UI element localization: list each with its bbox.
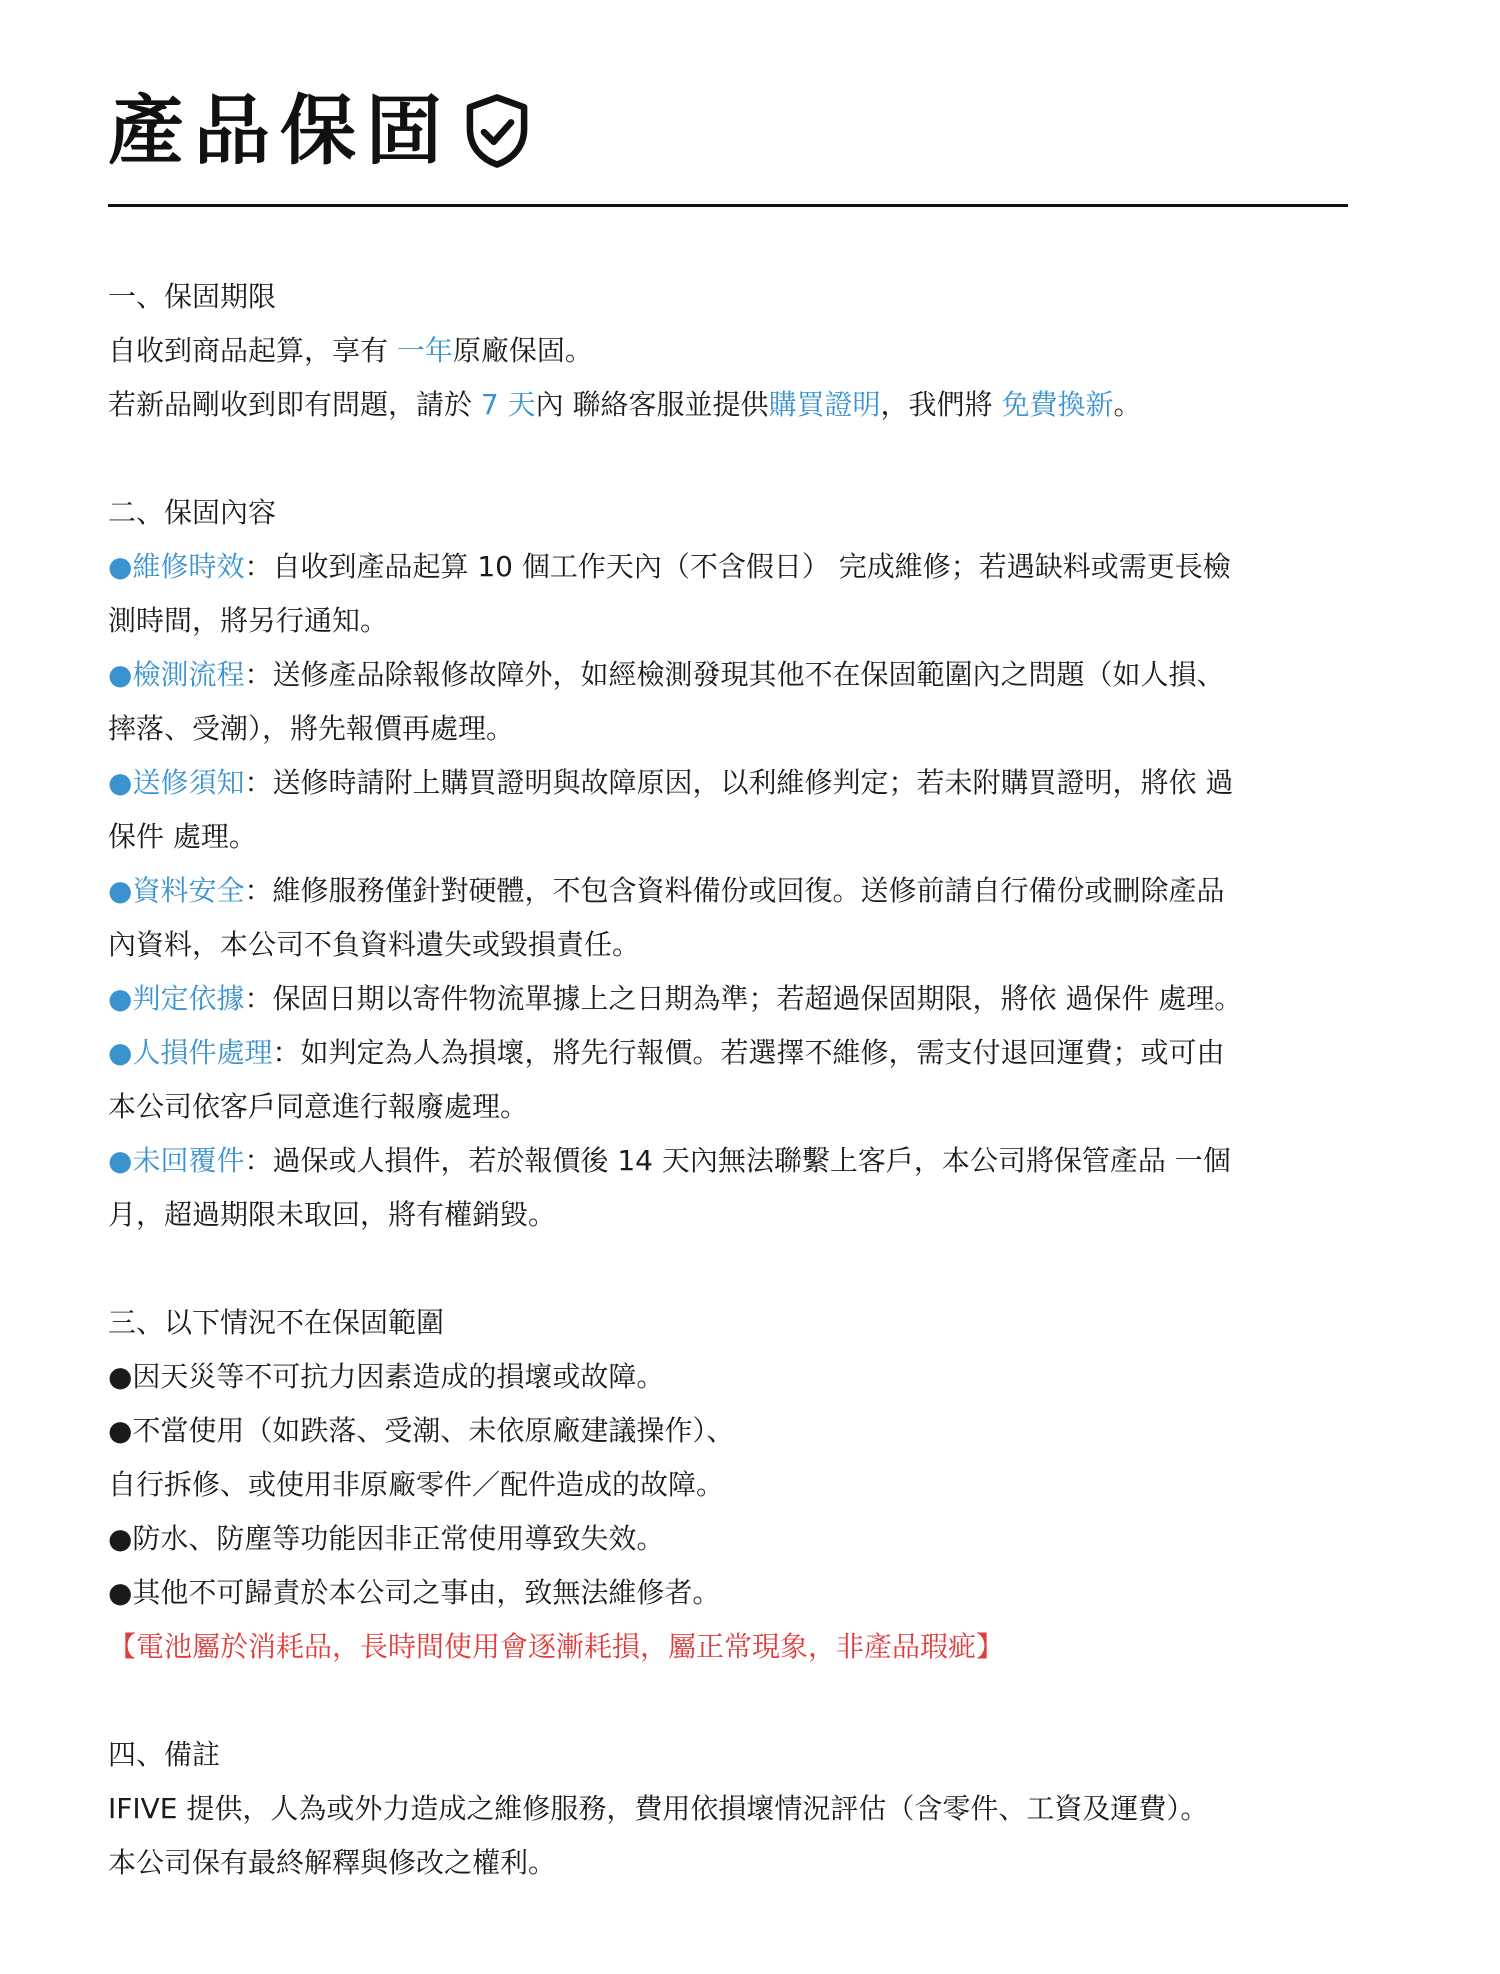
warranty-content: [108, 270, 1388, 1890]
list-item: ●資料安全：維修服務僅針對硬體，不包含資料備份或回復。送修前請自行備份或刪除產品: [108, 874, 1225, 907]
list-item-continuation: 內資料，本公司不負資料遺失或毀損責任。: [108, 928, 641, 961]
page-header: [108, 86, 532, 175]
list-item-continuation: 月，超過期限未取回，將有權銷毀。: [108, 1198, 557, 1231]
section-1-line-2: 若新品剛收到即有問題，請於 7 天內 聯絡客服並提供購買證明，我們將 免費換新。: [108, 388, 1142, 421]
section-3-heading: 三、以下情況不在保固範圍: [108, 1306, 445, 1339]
list-item: ●不當使用（如跌落、受潮、未依原廠建議操作）、: [108, 1414, 735, 1447]
remarks-line-1: IFIVE 提供，人為或外力造成之維修服務，費用依損壞情況評估（含零件、工資及運費）。: [108, 1792, 1209, 1825]
battery-warning: 【電池屬於消耗品，長時間使用會逐漸耗損，屬正常現象，非產品瑕疵】: [108, 1630, 1005, 1663]
list-item: ●判定依據：保固日期以寄件物流單據上之日期為準；若超過保固期限，將依 過保件 處理。: [108, 982, 1243, 1015]
list-item: ●因天災等不可抗力因素造成的損壞或故障。: [108, 1360, 665, 1393]
list-item: ●防水、防塵等功能因非正常使用導致失效。: [108, 1522, 665, 1555]
list-item: ●維修時效：自收到產品起算 10 個工作天內（不含假日） 完成維修；若遇缺料或需更長檢: [108, 550, 1231, 583]
page-title: 產品保固: [108, 86, 452, 175]
list-item-continuation: 本公司依客戶同意進行報廢處理。: [108, 1090, 529, 1123]
shield-check-icon: [462, 92, 532, 170]
list-item-continuation: 測時間，將另行通知。: [108, 604, 389, 637]
section-4-heading: 四、備註: [108, 1738, 221, 1771]
list-item: ●其他不可歸責於本公司之事由，致無法維修者。: [108, 1576, 721, 1609]
list-item-continuation: 自行拆修、或使用非原廠零件／配件造成的故障。: [108, 1468, 725, 1501]
remarks-line-2: 本公司保有最終解釋與修改之權利。: [108, 1846, 557, 1879]
list-item: ●檢測流程：送修產品除報修故障外，如經檢測發現其他不在保固範圍內之問題（如人損、: [108, 658, 1225, 691]
header-divider: [108, 204, 1348, 207]
list-item-continuation: 摔落、受潮），將先報價再處理。: [108, 712, 515, 745]
section-1-line-1: 自收到商品起算，享有 一年原廠保固。: [108, 334, 593, 367]
list-item: ●未回覆件：過保或人損件，若於報價後 14 天內無法聯繫上客戶，本公司將保管產品 一個: [108, 1144, 1231, 1177]
list-item-continuation: 保件 處理。: [108, 820, 257, 853]
list-item: ●人損件處理：如判定為人為損壞，將先行報價。若選擇不維修，需支付退回運費；或可由: [108, 1036, 1225, 1069]
section-2-heading: 二、保固內容: [108, 496, 277, 529]
list-item: ●送修須知：送修時請附上購買證明與故障原因，以利維修判定；若未附購買證明，將依 過: [108, 766, 1234, 799]
section-1-heading: 一、保固期限: [108, 280, 277, 313]
